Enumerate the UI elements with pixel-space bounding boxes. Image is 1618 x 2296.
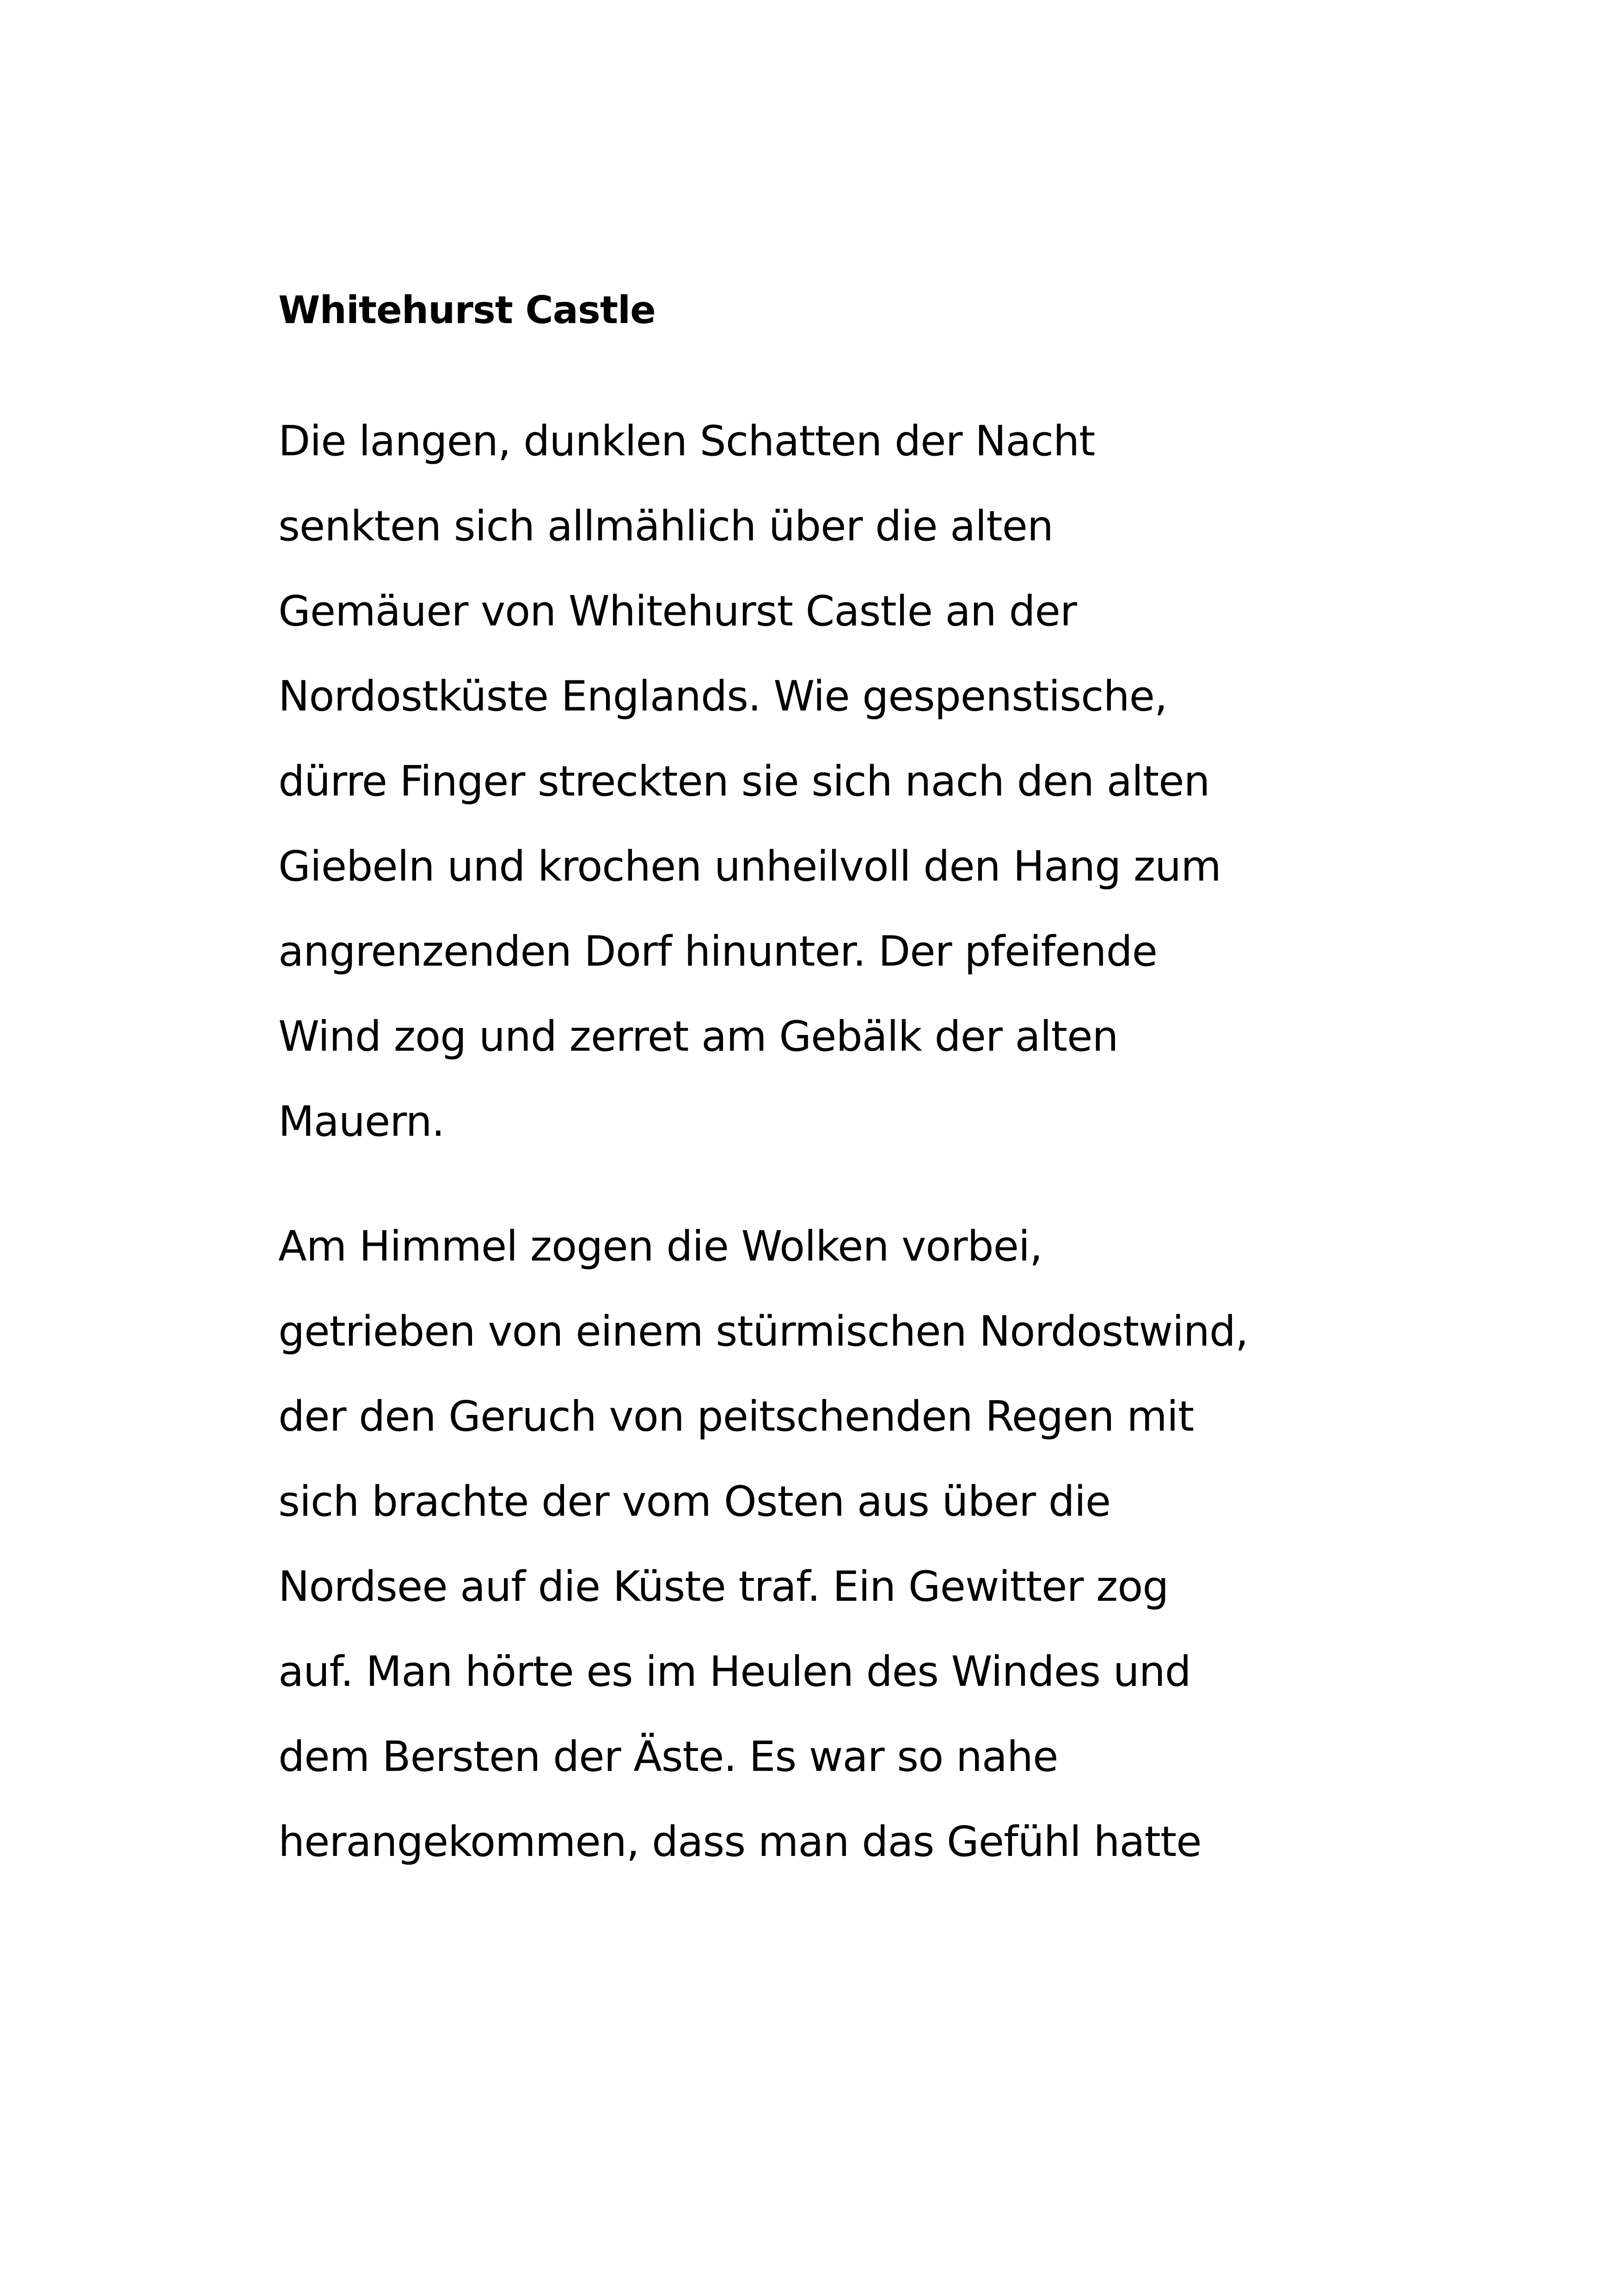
text-line: angrenzenden Dorf hinunter. Der pfeifende [278, 927, 1158, 976]
text-line: Mauern. [278, 1097, 445, 1146]
text-line: auf. Man hörte es im Heulen des Windes und [278, 1647, 1191, 1696]
text-line: Nordsee auf die Küste traf. Ein Gewitter zog [278, 1562, 1169, 1611]
text-line: dürre Finger streckten sie sich nach den alten [278, 757, 1210, 806]
text-line: Nordostküste Englands. Wie gespenstische, [278, 672, 1167, 721]
text-line: Am Himmel zogen die Wolken vorbei, [278, 1222, 1042, 1271]
text-line: senkten sich allmählich über die alten [278, 502, 1054, 551]
paragraph-2 [278, 1217, 1248, 1897]
text-line: herangekommen, dass man das Gefühl hatte [278, 1818, 1201, 1866]
text-line: der den Geruch von peitschenden Regen mit [278, 1392, 1194, 1441]
text-line: sich brachte der vom Osten aus über die [278, 1477, 1111, 1526]
text-line: getrieben von einem stürmischen Nordostwind, [278, 1307, 1248, 1356]
text-line: Wind zog und zerret am Gebälk der alten [278, 1012, 1118, 1061]
text-line: Giebeln und krochen unheilvoll den Hang zum [278, 842, 1221, 891]
text-line: dem Bersten der Äste. Es war so nahe [278, 1733, 1058, 1781]
paragraph-1 [278, 411, 1221, 1177]
document-title: Whitehurst Castle [278, 288, 656, 332]
text-line: Gemäuer von Whitehurst Castle an der [278, 587, 1077, 636]
text-line: Die langen, dunklen Schatten der Nacht [278, 417, 1095, 465]
